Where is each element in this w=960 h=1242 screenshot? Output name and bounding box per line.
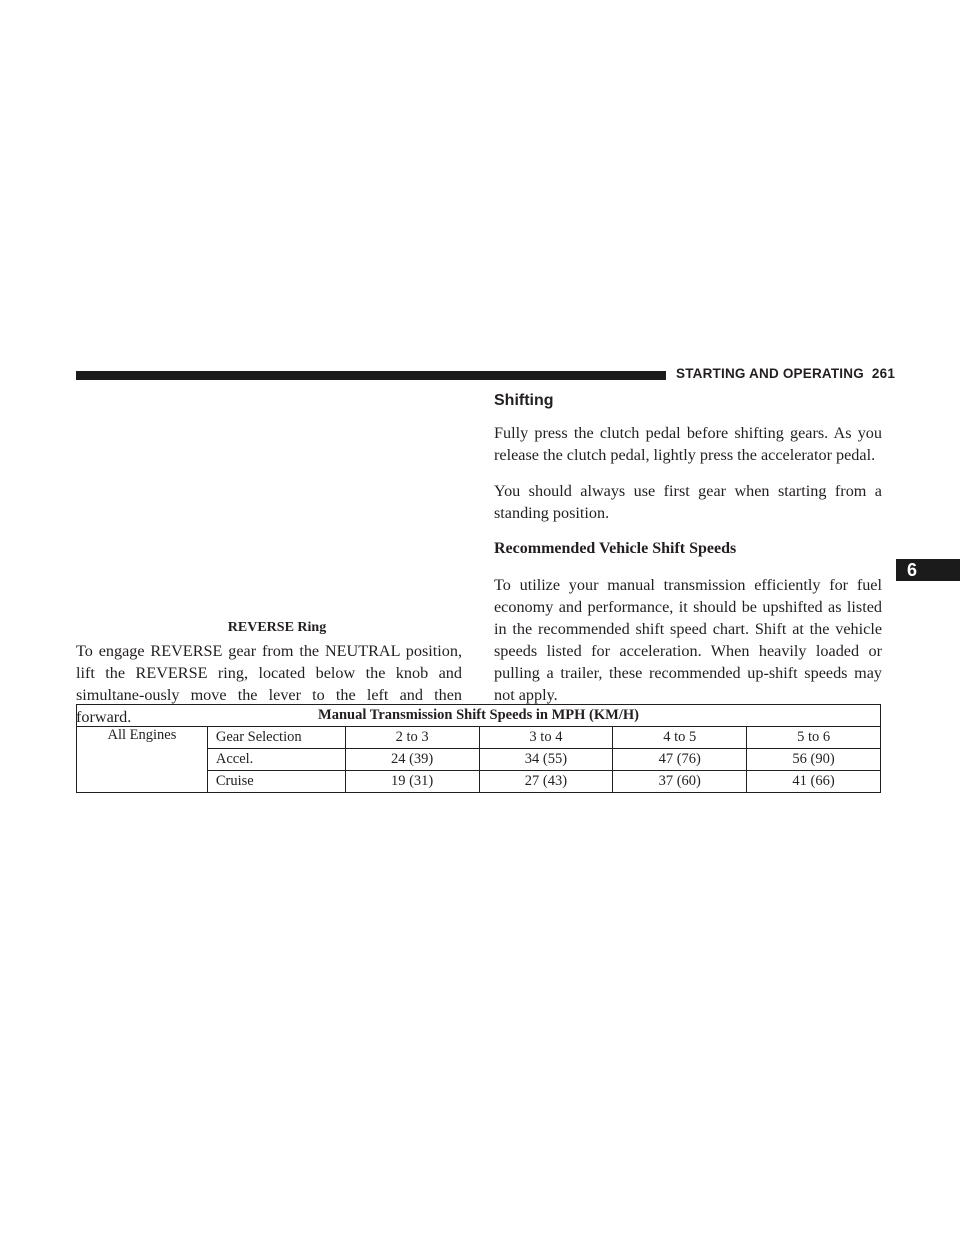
table-cell: 3 to 4 — [479, 727, 613, 749]
table-cell: 19 (31) — [345, 771, 479, 793]
table-cell: 2 to 3 — [345, 727, 479, 749]
table-cell: 47 (76) — [613, 749, 747, 771]
table-cell: Accel. — [207, 749, 345, 771]
image-caption: REVERSE Ring — [227, 620, 327, 635]
subheading: Recommended Vehicle Shift Speeds — [494, 540, 737, 557]
page-number: 261 — [871, 366, 896, 381]
table-cell: 5 to 6 — [747, 727, 881, 749]
table-cell: 4 to 5 — [613, 727, 747, 749]
engine-cell: All Engines — [77, 727, 208, 793]
table-title-row — [77, 705, 881, 727]
table-cell: 34 (55) — [479, 749, 613, 771]
shift-speed-paragraph: To utilize your manual transmission efficiently for fuel economy and performance, it should be upshifted as listed in the recommended shift speed chart. Shift at the vehicle speeds listed for acceleration. When heavily loaded or pulling a trailer, these recommended up-shift speeds may not apply. — [494, 576, 882, 704]
header-rule — [76, 371, 666, 380]
shift-speeds-table — [76, 704, 881, 793]
chapter-tab: 6 — [896, 559, 960, 581]
reverse-paragraph: To engage REVERSE gear from the NEUTRAL position, lift the REVERSE ring, located below the knob and simultane-ously move the lever to the left and then forward. — [76, 642, 462, 726]
section-title: STARTING AND OPERATING — [676, 366, 864, 381]
right-column — [494, 390, 882, 720]
table-cell: 41 (66) — [747, 771, 881, 793]
table-cell: 24 (39) — [345, 749, 479, 771]
table-cell: 37 (60) — [613, 771, 747, 793]
table-title: Manual Transmission Shift Speeds in MPH (KM/H) — [77, 705, 881, 727]
section-heading: Shifting — [494, 392, 554, 409]
table-row — [77, 727, 881, 749]
table-cell: 56 (90) — [747, 749, 881, 771]
running-header — [676, 366, 895, 381]
first-gear-paragraph: You should always use first gear when starting from a standing position. — [494, 482, 882, 522]
table-cell: Gear Selection — [207, 727, 345, 749]
table-cell: Cruise — [207, 771, 345, 793]
table-cell: 27 (43) — [479, 771, 613, 793]
clutch-paragraph: Fully press the clutch pedal before shifting gears. As you release the clutch pedal, lightly press the accelerator pedal. — [494, 424, 882, 464]
